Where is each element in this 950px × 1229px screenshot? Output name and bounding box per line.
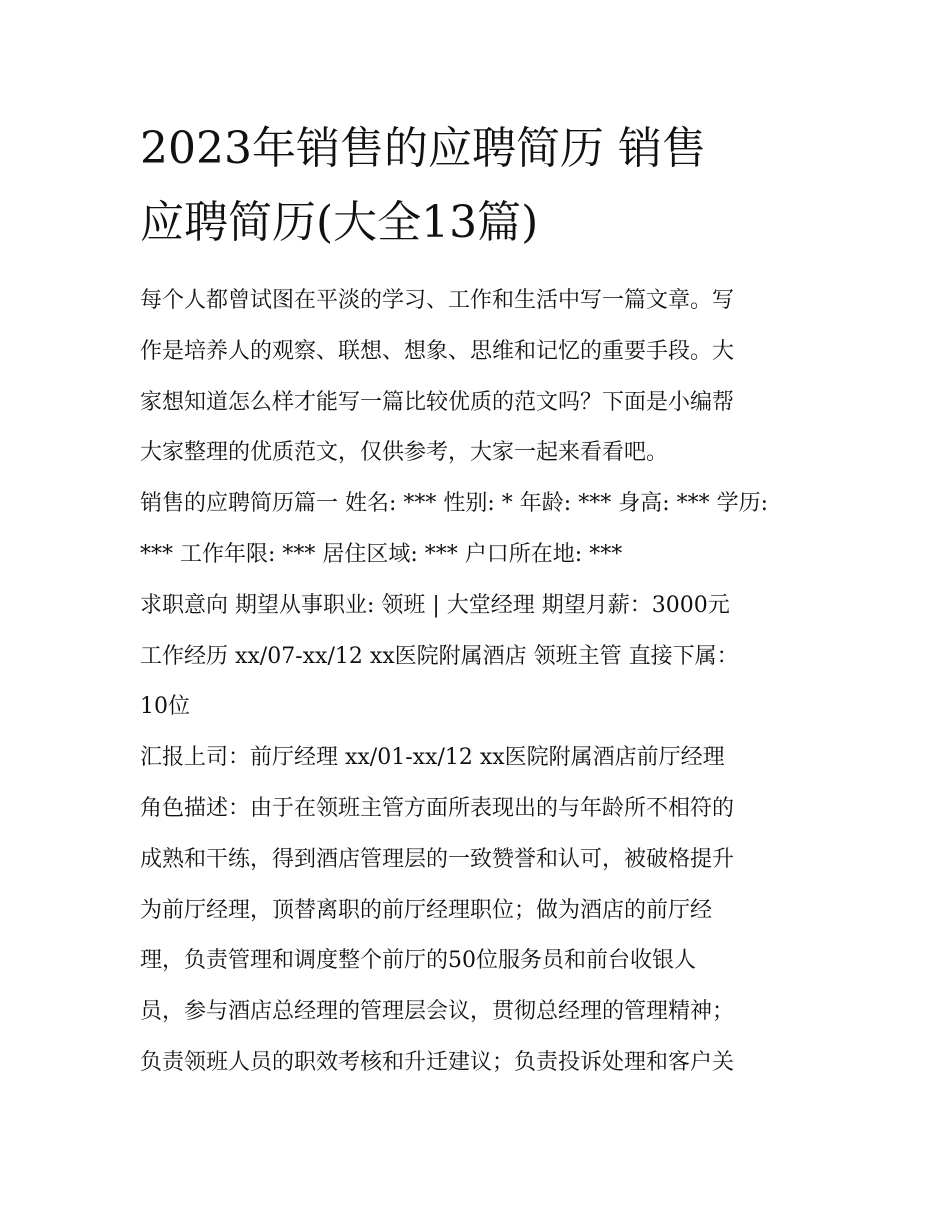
body-line: 大家整理的优质范文，仅供参考，大家一起来看看吧。 bbox=[140, 440, 669, 466]
body-line: 理，负责管理和调度整个前厅的50位服务员和前台收银人 bbox=[140, 948, 696, 974]
body-line: 销售的应聘简历篇一 姓名: *** 性别: * 年龄: *** 身高: *** 学历: bbox=[140, 491, 769, 517]
document-body bbox=[140, 276, 820, 1089]
body-line: 家想知道怎么样才能写一篇比较优质的范文吗？下面是小编帮 bbox=[140, 389, 735, 415]
body-line: 成熟和干练，得到酒店管理层的一致赞誉和认可，被破格提升 bbox=[140, 846, 735, 872]
body-line: *** 工作年限: *** 居住区域: *** 户口所在地: *** bbox=[140, 541, 623, 567]
body-line: 10位 bbox=[140, 694, 190, 720]
document-page bbox=[140, 112, 820, 1089]
body-line: 为前厅经理，顶替离职的前厅经理职位；做为酒店的前厅经 bbox=[140, 897, 713, 923]
body-line: 每个人都曾试图在平淡的学习、工作和生活中写一篇文章。写 bbox=[140, 288, 735, 313]
body-line: 求职意向 期望从事职业: 领班 | 大堂经理 期望月薪：3000元 bbox=[140, 592, 730, 618]
body-line: 员，参与酒店总经理的管理层会议，贯彻总经理的管理精神； bbox=[140, 999, 735, 1025]
title-line-1: 2023年销售的应聘简历 销售 bbox=[140, 123, 706, 174]
body-line: 汇报上司：前厅经理 xx/01-xx/12 xx医院附属酒店前厅经理 bbox=[140, 745, 725, 771]
title-line-2: 应聘简历(大全13篇) bbox=[140, 197, 539, 248]
document-title bbox=[140, 112, 820, 260]
body-line: 作是培养人的观察、联想、想象、思维和记忆的重要手段。大 bbox=[140, 338, 735, 364]
body-line: 负责领班人员的职效考核和升迁建议；负责投诉处理和客户关 bbox=[140, 1049, 735, 1075]
body-line: 工作经历 xx/07-xx/12 xx医院附属酒店 领班主管 直接下属： bbox=[140, 643, 739, 669]
body-line: 角色描述：由于在领班主管方面所表现出的与年龄所不相符的 bbox=[140, 795, 735, 821]
